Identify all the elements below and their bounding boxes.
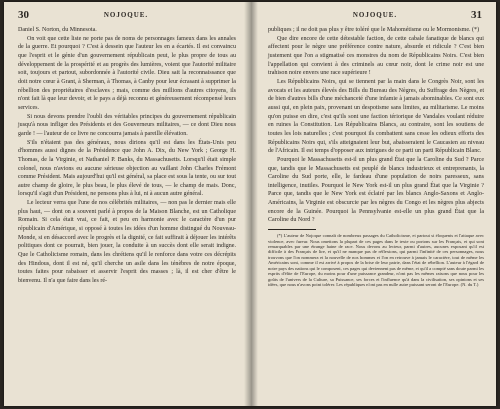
left-running-head: NOJOQUE. (103, 11, 149, 19)
left-page (4, 2, 248, 406)
right-page-header (268, 9, 482, 23)
paragraph: Daniel S. Norton, du Minnesota. (18, 27, 97, 33)
footnote-rule (268, 229, 316, 230)
paragraph: publiques ; il ne doit pas plus y être toléré que le Mahométisme ou le Mormonisme. (*) (268, 27, 480, 33)
paragraph: Pourquoi le Massachusetts est-il un plus grand État que la Caroline du Sud ? Parce que, tandis que le Massachusetts est peuplé de blancs industrieux et entreprenants, la Caroline du Sud porte, elle, le fardeau d'une population de noirs paresseux, sans intelligence, inutiles. Pourquoi le New York est-il un plus grand État que la Virginie ? Parce que, tandis que le New York est éclairé par les blancs Anglo-Saxons et Anglo-Américains, la Virginie est obscurcie par les nègres du Congo et les nègres plus abjects encore de la Guinée. Pourquoi la Pennsylvanie est-elle un plus grand État que la Caroline du Nord ? (268, 156, 484, 224)
paragraph: On voit que cette liste ne porte pas de noms de personnages fameux dans les annales de la guerre. Et pourquoi ? C'est à dessein que l'auteur les en a écartés. Il est convaincu que l'esprit et le génie d'un gouvernement républicain peut, le plus propre de tous au développement de la prospérité et au progrès des lumières, voient que l'autorité militaire soit, toujours et partout, subordonnée à l'autorité civile. Dieu sait la reconnaissance que doit notre cœur à Grant, à Sherman, à Thomas, à Canby pour leur écrasant à supprimer la rébellion des propriétaires d'esclaves ; mais, comme des millions d'autres citoyens, ils n'ont fait là que leur devoir, et le pays a déjà reconnu et généreusement récompensé leurs services. (18, 35, 236, 111)
left-page-body (18, 26, 236, 400)
paragraph: Le lecteur verra que l'une de nos célébrités militaires, — non pas le dernier mais elle plus haut, — dont on a souvent parlé à propos de la Maison Blanche, est un Catholique Romain. Si cela était vrai, ce fait, et peu en harmonie avec le caractère d'un pur républicain d'Amérique, si opposé à toutes les idées d'un homme distingué du Nouveau-Monde, si en désaccord avec le progrès et la dignité, ce fait suffirait à déjouer les intérêts politiques dont ce pourrait, bien jouer, la conduite à un succès dont elle serait indigne. Que le Catholicisme romain, dans les chrétiens qu'il le renforce dans votre ces décrépits des Hindous, dont il est né, qu'il cherche un asile dans les ténèbres de notre époque, toutes faites pour rabaisser et asservir l'esprit des masses ; là, il est cher d'être le bienvenu. Il n'a que faire dans les ré- (18, 200, 236, 285)
paragraph: Si nous devons prendre l'oubli des véritables principes du gouvernement républicain jusqu'à nous infliger des Présidents et des Gouverneurs militaires, — ce dont Dieu nous garde ! — l'auteur de ce livre ne concourra jamais à pareille élévation. (18, 113, 236, 137)
left-page-number: 30 (18, 9, 29, 21)
book-spread (4, 2, 496, 406)
paragraph: S'ils n'étaient pas des généraux, nous dirions qu'il est dans les États-Unis peu d'hommes aussi dignes de la Présidence que John A. Dix, du New York ; George H. Thomas, de la Virginie, et Nathaniel P. Banks, du Massachusetts. Lorsqu'il était simple colonel, nous n'avions eu aucune sérieuse objection au vaillant John Charles Frémont comme Président. Mais aujourd'hui qu'il est général, sa place est sous la tente, ou sur tout autre champ de gloire, le plus beau, le plus élevé de tous, — le champ de mais. Donc, lorsqu'il s'agit d'un Président, ne pensons plus à lui, ni à aucun autre général. (18, 139, 236, 198)
paragraph: Que dire encore de cette détestable faction, de cette cabale fanatique de blancs qui affectent pour le nègre une préférence contre nature, absurde et ridicule ? C'est bien justement que l'on a stigmatisé ces monstres du nom de Républicains Noirs. C'est bien l'appellation qui convient à des criminels au cœur noir, dont le crime noir est une trahison noire envers une race supérieure ! (268, 35, 484, 77)
right-running-head: NOJOQUE. (352, 11, 398, 19)
left-page-header (18, 9, 234, 23)
right-page-number: 31 (471, 9, 482, 21)
right-page-body (268, 26, 484, 400)
right-page (254, 2, 496, 406)
paragraph: Les Républicains Noirs, qui se tiennent par la main dans le Congrès Noir, sont les avocats et les auteurs élevés des Bills du Bureau des Nègres, du Suffrage des Nègres, et de bien d'autres bills d'une méchanceté d'une infamie à jamais abominables. Ce sont eux aussi qui, en plein paix, provenant un despotisme sans limites, au militarisme. Le moins qu'on puisse en dire, c'est qu'ils sont une faction tériorique de Vandales voulant réduire en ruines la Constitution. Les Républicains Blancs, au contraire, sont les soutiens de toutes les lois naturelles ; c'est pourquoi ils combattent sans cesse les odieux efforts des Républicains Noirs qui, s'ils atteignaient leur but, abaisseraient le Caucasien au niveau de l'Africain. Il est temps d'opposer aux intrigues de ce parti un parti Républicain Blanc. (268, 78, 484, 155)
footnote: (*) L'auteur de Nojoque connaît de nombreux passages du Catholicisme, et partout si éloquents et l'attaque avec violence, avec fureur. Nous omettons la plupart de ces pages dans le texte ou portons sur les Français, et qui sont remarquables par une étrange haine de race. Nous devons au lecteur, parmi d'autres, aucunes exposant qu'il est difficile à des Français de lire, et qu'il ne manque pas de réflexions, qui parmi l'infinité de ces personnages, nous trouvons que l'on nommera et la nouvelle de nos hommes et l'on en retrouve à jamais le caractère, tout de même les Américains sont, comme il est arrivé à propos de la brise de leur patrie, dans l'état de rébellion. L'auteur à l'égard de notre pays des nations qui le composent, ces pages qui deviennent pas de même, et qu'il a compté sans doute parmi les esprits d'élite de l'Europe, du moins pour d'une puissance grandeur, n'ont pas les mêmes raisons que nous pour les goûts de l'univers de la Culture, sa Puissance, ses forces et l'influence qu'à dans la civilisation, ses opinions et ses idées, que nous n'avons point tolérer. Les républiques n'ont pas en nulle autre puissant seront de l'Europe. (N. du T.) (268, 233, 484, 288)
